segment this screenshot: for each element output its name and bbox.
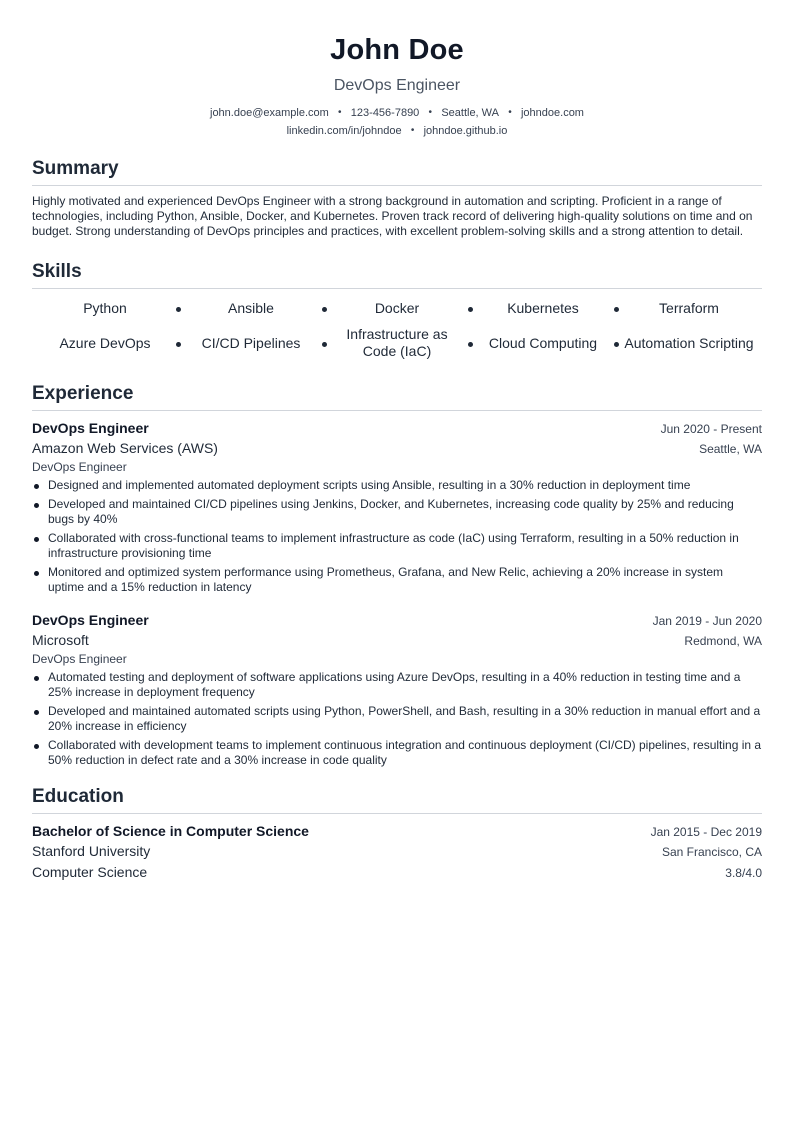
separator-dot: •: [428, 107, 433, 118]
skill-item: [178, 293, 324, 323]
skill-item: [32, 323, 178, 363]
gpa: 3.8/4.0: [725, 866, 762, 880]
separator-dot: •: [410, 125, 415, 136]
experience-heading: Experience: [32, 383, 134, 404]
education-dates: Jan 2015 - Dec 2019: [650, 825, 762, 839]
section-divider: [32, 185, 762, 186]
list-item: [32, 478, 762, 493]
skill-label: CI/CD Pipelines: [201, 334, 301, 351]
job-entry: [32, 419, 762, 595]
summary-section: [32, 156, 762, 239]
bullet-dot: [34, 676, 39, 681]
contact-email[interactable]: john.doe@example.com: [210, 107, 329, 119]
skill-label: Python: [83, 299, 127, 316]
list-item: [32, 670, 762, 700]
education-section: [32, 784, 762, 883]
bullet-dot: [34, 503, 39, 508]
bullet-text: Developed and maintained CI/CD pipelines using Jenkins, Docker, and Kubernetes, increasing code quality by 25% and reducing bugs by 40%: [48, 497, 734, 526]
summary-heading: Summary: [32, 158, 119, 179]
contact-phone[interactable]: 123-456-7890: [350, 107, 420, 119]
section-divider: [32, 288, 762, 289]
job-company: Microsoft: [32, 632, 89, 648]
skills-heading: Skills: [32, 261, 82, 282]
contact-location: Seattle, WA: [441, 107, 499, 119]
list-item: [32, 704, 762, 734]
bullet-text: Developed and maintained automated scripts using Python, PowerShell, and Bash, resulting in a 30% reduction in manual effort and a 20% increase in efficiency: [48, 704, 761, 733]
bullet-text: Automated testing and deployment of software applications using Azure DevOps, resulting in a 40% reduction in testing time and a 25% increase in deployment frequency: [48, 670, 741, 699]
major: Computer Science: [32, 864, 148, 880]
section-divider: [32, 813, 762, 814]
candidate-name: John Doe: [330, 34, 464, 66]
skill-item: [324, 293, 470, 323]
list-item: [32, 565, 762, 595]
skills-grid: [32, 293, 762, 363]
job-bullets: [32, 478, 762, 595]
skill-item: [616, 293, 762, 323]
job-company: Amazon Web Services (AWS): [32, 440, 218, 456]
skill-label: Automation Scripting: [624, 334, 754, 351]
bullet-dot: [34, 537, 39, 542]
resume-header: [32, 30, 762, 138]
job-dates: Jan 2019 - Jun 2020: [652, 614, 762, 628]
degree-title: Bachelor of Science in Computer Science: [32, 823, 309, 839]
job-location: Redmond, WA: [684, 634, 762, 648]
section-divider: [32, 410, 762, 411]
skill-label: Terraform: [659, 299, 719, 316]
job-dates: Jun 2020 - Present: [660, 422, 762, 436]
skills-section: [32, 259, 762, 363]
summary-text: Highly motivated and experienced DevOps Engineer with a strong background in automation and scripting. Proficient in a range of technologies, including Python, Ansible, Docker, and Kubernetes. Proven track record of delivering high-quality solutions on time and on budget. Strong understanding of DevOps principles and practices, with excellent problem-solving skills and a strong attention to detail.: [32, 194, 753, 238]
education-entry: [32, 822, 762, 883]
contact-github[interactable]: johndoe.github.io: [423, 125, 508, 137]
contact-linkedin[interactable]: linkedin.com/in/johndoe: [286, 125, 402, 137]
skill-label: Cloud Computing: [488, 334, 598, 351]
skill-item: [32, 293, 178, 323]
contact-row-1: [32, 106, 762, 120]
skill-label: Ansible: [228, 299, 274, 316]
job-bullets: [32, 670, 762, 768]
contact-row-2: [32, 124, 762, 138]
experience-section: [32, 381, 762, 768]
bullet-dot: [34, 484, 39, 489]
skill-item: [324, 323, 470, 363]
bullet-dot: [34, 744, 39, 749]
contact-website[interactable]: johndoe.com: [520, 107, 584, 119]
skill-label: Kubernetes: [507, 299, 579, 316]
list-item: [32, 738, 762, 768]
bullet-text: Monitored and optimized system performance using Prometheus, Grafana, and New Relic, achieving a 20% increase in system uptime and a 15% reduction in latency: [48, 565, 723, 594]
skill-label: Infrastructure as Code (IaC): [346, 326, 448, 359]
bullet-text: Collaborated with cross-functional teams to implement infrastructure as code (IaC) using Terraform, resulting in a 50% reduction in infrastructure provisioning time: [48, 531, 739, 560]
school-name: Stanford University: [32, 843, 151, 859]
job-role: DevOps Engineer: [32, 652, 127, 666]
skill-label: Azure DevOps: [59, 334, 151, 351]
school-location: San Francisco, CA: [661, 845, 762, 859]
skill-item: [178, 323, 324, 363]
candidate-title: DevOps Engineer: [333, 77, 461, 94]
bullet-text: Collaborated with development teams to implement continuous integration and continuous deployment (CI/CD) pipelines, resulting in a 50% reduction in defect rate and a 30% increase in code quality: [48, 738, 762, 767]
job-entry: [32, 611, 762, 768]
education-heading: Education: [32, 786, 124, 807]
job-location: Seattle, WA: [699, 442, 762, 456]
list-item: [32, 531, 762, 561]
skill-item: [470, 293, 616, 323]
bullet-dot: [34, 571, 39, 576]
bullet-dot: [34, 710, 39, 715]
job-role: DevOps Engineer: [32, 460, 127, 474]
separator-dot: •: [338, 107, 342, 118]
job-title: DevOps Engineer: [32, 612, 149, 628]
skill-item: [616, 323, 762, 363]
bullet-text: Designed and implemented automated deployment scripts using Ansible, resulting in a 30% reduction in deployment time: [48, 478, 691, 492]
skill-item: [470, 323, 616, 363]
job-title: DevOps Engineer: [32, 420, 149, 436]
skill-label: Docker: [374, 299, 420, 316]
separator-dot: •: [508, 107, 512, 118]
list-item: [32, 497, 762, 527]
